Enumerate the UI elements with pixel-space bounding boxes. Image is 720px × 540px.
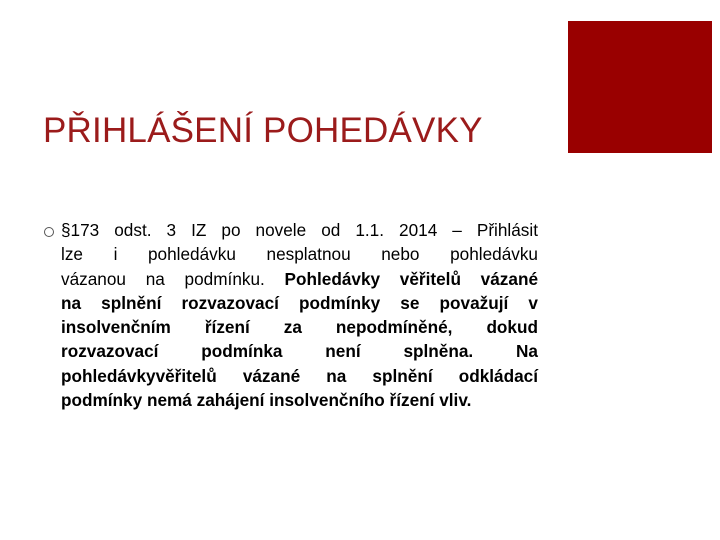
bullet-text-segment: Pohledávky věřitelů vázané: [284, 268, 538, 289]
bullet-line: [43, 364, 538, 388]
bullet-text-segment: pohledávkyvěřitelů vázané na splnění odkládací: [61, 365, 538, 386]
slide-title: PŘIHLÁŠENÍ POHEDÁVKY: [43, 111, 483, 150]
bullet-text-segment: vázanou na podmínku.: [61, 268, 285, 289]
bullet-line: [43, 339, 538, 363]
bullet-text-segment: §173 odst. 3 IZ po novele od 1.1. 2014 –: [61, 220, 477, 240]
bullet-text-segment: lze i pohledávku nesplatnou nebo pohledávku: [61, 244, 538, 265]
bullet-line: [43, 242, 538, 266]
bullet-text-segment: podmínky nemá zahájení insolvenčního řízení vliv.: [61, 390, 472, 411]
bullet-line: [43, 388, 538, 412]
bullet-text-segment: insolvenčním řízení za nepodmíněné, dokud: [61, 317, 538, 338]
accent-block: [568, 21, 712, 153]
hollow-circle-bullet-icon: [44, 227, 54, 237]
bullet-line: [43, 291, 538, 315]
bullet-paragraph: [43, 218, 538, 412]
bullet-text-segment: na splnění rozvazovací podmínky se považují v: [61, 292, 538, 313]
bullet-line: [43, 218, 538, 242]
bullet-text-segment: Přihlásit: [476, 220, 538, 240]
bullet-line: [43, 315, 538, 339]
bullet-text-segment: rozvazovací podmínka není splněna. Na: [61, 341, 538, 362]
bullet-line: [43, 267, 538, 291]
bullet-text: [43, 218, 538, 412]
